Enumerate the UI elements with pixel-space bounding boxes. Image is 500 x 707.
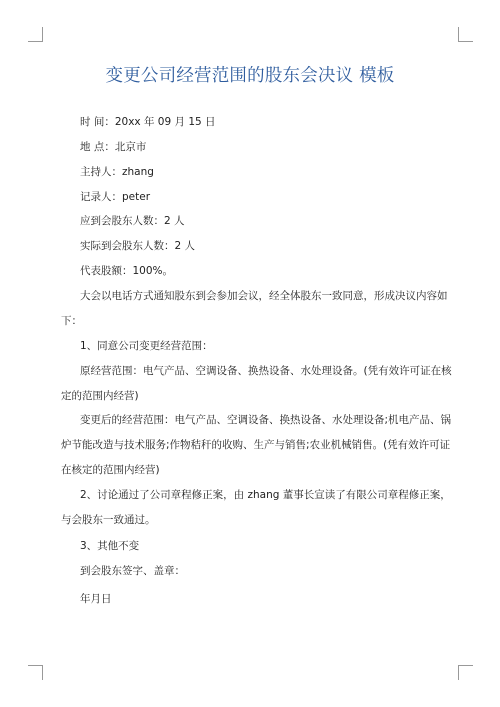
original-scope-line-cont: 定的范围内经营) (61, 390, 139, 402)
expected-attendees-line: 应到会股东人数：2 人 (80, 215, 185, 227)
new-scope-line-cont-2: 在核定的范围内经营) (61, 464, 160, 476)
actual-attendees-line: 实际到会股东人数：2 人 (80, 240, 196, 252)
item-2-line: 2、讨论通过了公司章程修正案，由 zhang 董事长宣读了有限公司章程修正案， (80, 489, 451, 501)
resolution-intro-line-cont: 下： (61, 315, 82, 327)
document-title: 变更公司经营范围的股东会决议 模板 (105, 66, 395, 86)
page-corner-mark-top-left (28, 27, 43, 42)
date-line: 年月日 (80, 593, 112, 605)
represented-shares-line: 代表股额：100%。 (80, 265, 174, 277)
meeting-time-line: 时 间：20xx 年 09 月 15 日 (80, 116, 216, 128)
recorder-line: 记录人：peter (80, 191, 151, 203)
resolution-intro-line: 大会以电话方式通知股东到会参加会议，经全体股东一致同意，形成决议内容如 (80, 290, 448, 302)
new-scope-line: 变更后的经营范围：电气产品、空调设备、换热设备、水处理设备;机电产品、锅 (80, 414, 452, 426)
item-1-heading: 1、同意公司变更经营范围： (80, 340, 213, 352)
item-3-line: 3、其他不变 (80, 540, 140, 552)
signature-line: 到会股东签字、盖章： (80, 565, 185, 577)
meeting-location-line: 地 点：北京市 (80, 141, 147, 153)
original-scope-line: 原经营范围：电气产品、空调设备、换热设备、水处理设备。(凭有效许可证在核 (80, 365, 452, 377)
page-corner-mark-bottom-left (28, 665, 43, 680)
host-line: 主持人：zhang (80, 166, 154, 178)
item-2-line-cont: 与会股东一致通过。 (61, 514, 156, 526)
page-corner-mark-top-right (458, 27, 473, 42)
new-scope-line-cont-1: 炉节能改造与技术服务;作物秸秆的收购、生产与销售;农业机械销售。(凭有效许可证 (61, 439, 451, 451)
page-corner-mark-bottom-right (458, 665, 473, 680)
